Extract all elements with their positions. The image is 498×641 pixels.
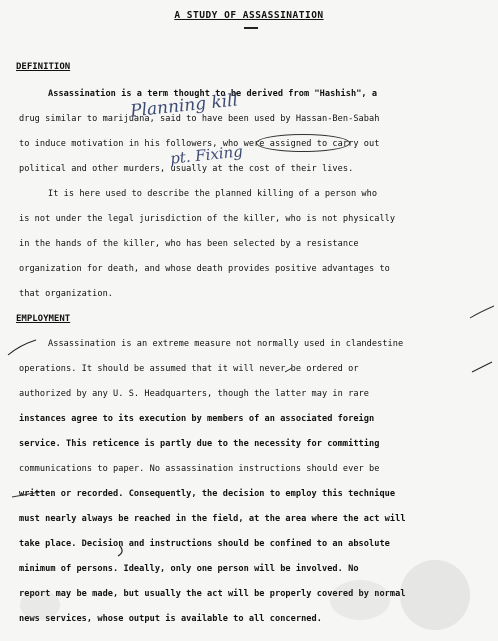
definition-line: drug similar to marijuana, said to have been used by Hassan-Ben-Sabah xyxy=(19,114,380,124)
scan-noise xyxy=(20,590,60,620)
definition-line: political and other murders, usually at the cost of their lives. xyxy=(19,164,354,174)
handwritten-annotation: pt. Fixing xyxy=(169,142,244,168)
employment-line: must nearly always be reached in the field, at the area where the act will xyxy=(19,514,406,524)
definition-line: in the hands of the killer, who has been selected by a resistance xyxy=(19,239,359,249)
employment-line: authorized by any U. S. Headquarters, though the latter may in rare xyxy=(19,389,369,399)
scan-noise xyxy=(400,560,470,630)
employment-line: operations. It should be assumed that it will never be ordered or xyxy=(19,364,359,374)
definition-line: It is here used to describe the planned killing of a person who xyxy=(48,189,378,199)
employment-line: minimum of persons. Ideally, only one person will be involved. No xyxy=(19,564,359,574)
scan-noise xyxy=(330,580,390,620)
employment-line: Assassination is an extreme measure not normally used in clandestine xyxy=(48,339,404,349)
definition-line: to induce motivation in his followers, who were assigned to carry out xyxy=(19,139,380,149)
definition-line: organization for death, and whose death provides positive advantages to xyxy=(19,264,390,274)
employment-line: news services, whose output is available to all concerned. xyxy=(19,614,322,624)
definition-line: is not under the legal jurisdiction of the killer, who is not physically xyxy=(19,214,396,224)
definition-line: Assassination is a term thought to be derived from "Hashish", a xyxy=(48,89,378,99)
document-title: A STUDY OF ASSASSINATION xyxy=(174,10,324,21)
employment-line: take place. Decision and instructions should be confined to an absolute xyxy=(19,539,390,549)
definition-heading: DEFINITION xyxy=(16,62,71,72)
employment-line: service. This reticence is partly due to the necessity for committing xyxy=(19,439,380,449)
definition-line: that organization. xyxy=(19,289,114,299)
employment-line: written or recorded. Consequently, the decision to employ this technique xyxy=(19,489,396,499)
handwritten-annotation: Planning kill xyxy=(129,90,239,122)
employment-line: communications to paper. No assassination instructions should ever be xyxy=(19,464,380,474)
employment-heading: EMPLOYMENT xyxy=(16,314,71,324)
employment-line: instances agree to its execution by members of an associated foreign xyxy=(19,414,375,424)
employment-line: report may be made, but usually the act will be properly covered by normal xyxy=(19,589,406,599)
